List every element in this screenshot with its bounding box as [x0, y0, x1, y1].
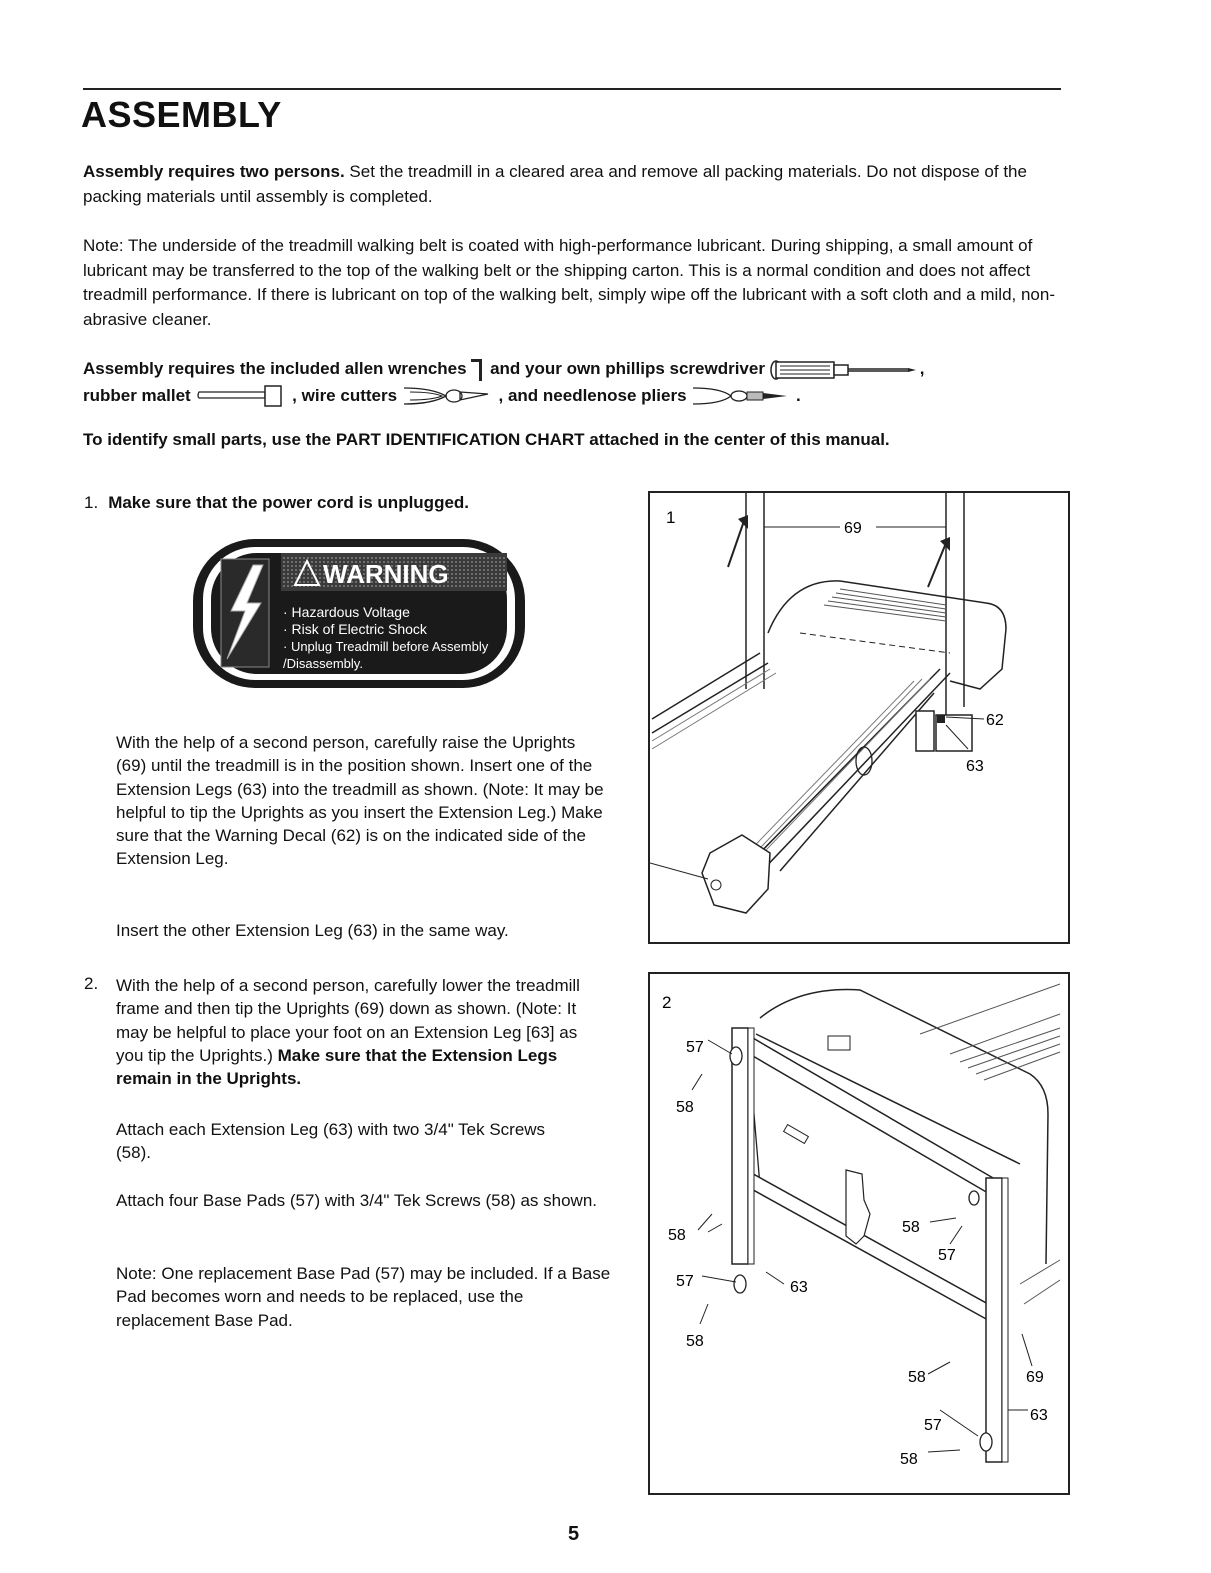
- warning-decal: [191, 537, 527, 690]
- callout-58-b: 58: [668, 1227, 686, 1244]
- callout-58-a: 58: [676, 1099, 694, 1116]
- callout-63-a: 63: [790, 1279, 808, 1296]
- part-identification-note: To identify small parts, use the PART IDENTIFICATION CHART attached in the center of this manual.: [83, 430, 890, 449]
- intro-paragraph: [83, 160, 1073, 209]
- step-2-paragraph-4: Note: One replacement Base Pad (57) may be included. If a Base Pad becomes worn and needs to be replaced, use the replacement Base Pad.: [116, 1264, 611, 1330]
- step-1-number: 1.: [84, 493, 99, 512]
- callout-57-c: 57: [938, 1247, 956, 1264]
- figure-1: [648, 491, 1070, 944]
- tools-text-1: Assembly requires the included allen wrenches: [83, 359, 467, 378]
- warning-line-4: /Disassembly.: [283, 656, 363, 671]
- step-2-paragraph-1: [116, 974, 596, 1090]
- callout-57-a: 57: [686, 1039, 704, 1056]
- step-2-number: 2.: [84, 974, 99, 993]
- step-1-paragraph-1: With the help of a second person, carefully raise the Uprights (69) until the treadmill is in the position shown. Insert one of the Extension Legs (63) into the treadmill as shown. (Note: It may be helpful to tip the Uprights as you insert the Extension Leg.) Make sure that the Warning Decal (62) is on the indicated side of the Extension Leg.: [116, 733, 604, 869]
- callout-63: 63: [966, 758, 984, 775]
- callout-69: 69: [1026, 1369, 1044, 1386]
- tools-text-4: , wire cutters: [292, 385, 398, 405]
- intro-text: Set the treadmill in a cleared area and remove all packing materials. Do not dispose of the packing materials until assembly is completed.: [83, 162, 1027, 206]
- step-2-paragraph-3: Attach four Base Pads (57) with 3/4" Tek Screws (58) as shown.: [116, 1191, 597, 1210]
- step-1-heading: [84, 493, 469, 513]
- page-title: ASSEMBLY: [81, 94, 282, 135]
- screwdriver-icon: [770, 359, 920, 381]
- header-rule: [83, 88, 1061, 90]
- callout-57-b: 57: [676, 1273, 694, 1290]
- step-1-paragraph-2: Insert the other Extension Leg (63) in the same way.: [116, 921, 509, 940]
- warning-title: WARNING: [323, 559, 449, 589]
- figure-2-number: 2: [662, 993, 672, 1012]
- step-2-bold: Make sure that the Extension Legs remain in the Uprights.: [116, 1045, 558, 1089]
- tools-text-2: and your own phillips screwdriver: [490, 359, 765, 378]
- callout-62: 62: [986, 712, 1004, 729]
- figure-1-number: 1: [666, 508, 676, 527]
- step-1-title: Make sure that the power cord is unplugged.: [108, 493, 470, 512]
- callout-58-c: 58: [686, 1333, 704, 1350]
- warning-line-3: · Unplug Treadmill before Assembly: [283, 639, 489, 654]
- needlenose-pliers-icon: [691, 384, 791, 408]
- warning-line-1: · Hazardous Voltage: [283, 604, 410, 620]
- tools-text-5: , and needlenose pliers: [498, 385, 687, 405]
- treadmill-raised-illustration: [650, 493, 1068, 942]
- intro-bold: Assembly requires two persons.: [83, 162, 345, 181]
- step-2-text: With the help of a second person, carefully lower the treadmill frame and then tip the Uprights (69) down as shown. (Note: It may be helpful to place your foot on an Extension Leg [63] as you tip the Uprights.): [116, 976, 580, 1065]
- wire-cutters-icon: [402, 384, 494, 408]
- lubricant-note: Note: The underside of the treadmill walking belt is coated with high-performance lubricant. During shipping, a small amount of lubricant may be transferred to the top of the walking belt or the shipping carton. This is a normal condition and does not affect treadmill performance. If there is lubricant on top of the walking belt, simply wipe off the lubricant with a soft cloth and a mild, non-abrasive cleaner.: [83, 236, 1056, 329]
- page-number: 5: [568, 1523, 580, 1545]
- step-2-paragraph-2: Attach each Extension Leg (63) with two 3/4" Tek Screws (58).: [116, 1120, 546, 1163]
- callout-57-d: 57: [924, 1417, 942, 1434]
- treadmill-lowered-illustration: [650, 974, 1068, 1493]
- callout-58-f: 58: [900, 1451, 918, 1468]
- allen-wrench-icon: [471, 357, 485, 383]
- warning-line-2: · Risk of Electric Shock: [283, 621, 427, 637]
- callout-69: 69: [844, 520, 862, 537]
- rubber-mallet-icon: [195, 384, 287, 408]
- tools-text-3: rubber mallet: [83, 385, 191, 405]
- callout-58-e: 58: [908, 1369, 926, 1386]
- tools-required: Assembly requires the included allen wrenches and your own phillips screwdriver , rubber mallet , wire cutters , and needlenose pliers .: [83, 356, 1073, 408]
- callout-63-b: 63: [1030, 1407, 1048, 1424]
- callout-58-d: 58: [902, 1219, 920, 1236]
- figure-2: [648, 972, 1070, 1495]
